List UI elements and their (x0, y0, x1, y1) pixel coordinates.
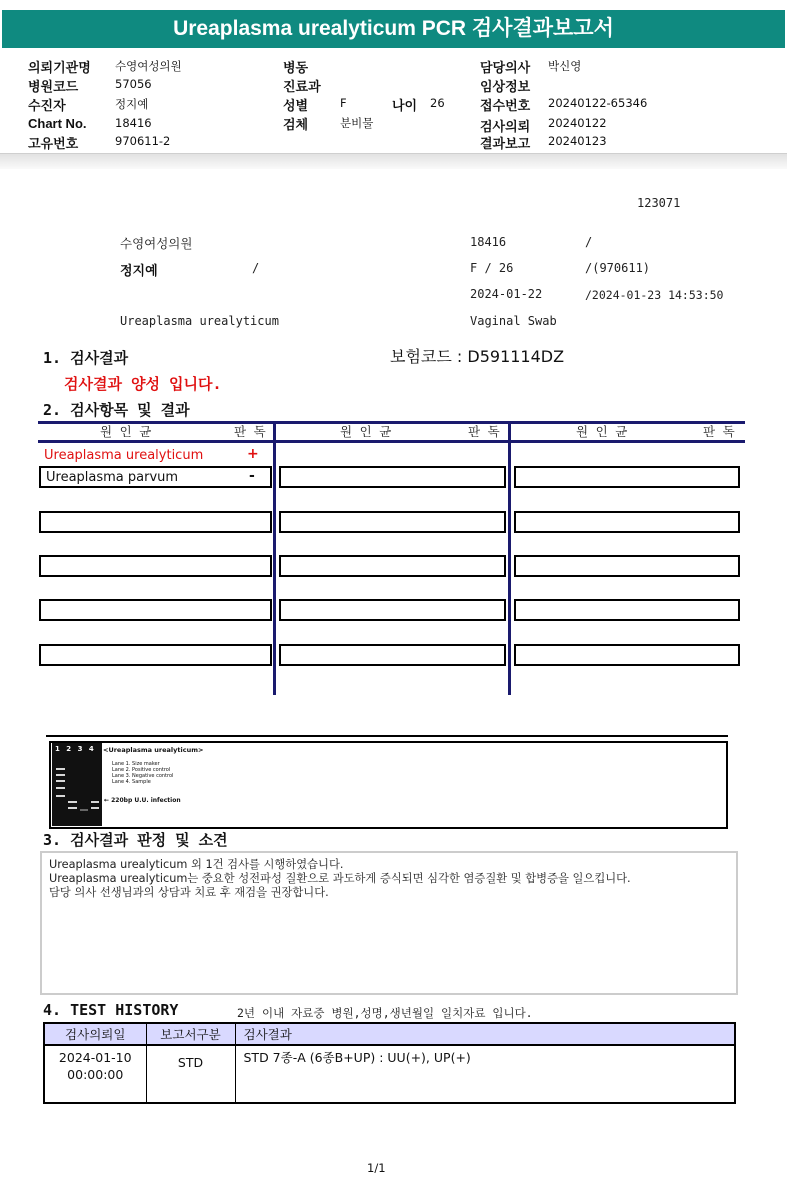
result-cell (39, 644, 272, 666)
value-age: 26 (430, 96, 445, 110)
result-cell (514, 555, 740, 577)
history-date: 2024-01-10 (58, 1050, 132, 1065)
col-pathogen-2: 원 인 균 (340, 424, 392, 439)
history-time: 00:00:00 (67, 1067, 124, 1082)
pathogen-name-1: Ureaplasma urealyticum (44, 448, 204, 463)
gel-panel (49, 741, 728, 829)
pathogen-result-2: - (249, 468, 255, 484)
gel-lane-legend (112, 761, 173, 785)
label-result-report: 결과보고 (480, 136, 531, 151)
col-judgment-1: 판 독 (234, 424, 266, 439)
info-chart-no: 18416 (470, 235, 507, 249)
label-unique-no: 고유번호 (28, 136, 79, 151)
gel-lane-3: Lane 3. Negative control (112, 773, 174, 779)
gel-top-rule (46, 735, 728, 737)
label-patient: 수진자 (28, 98, 66, 113)
report-title: Ureaplasma urealyticum PCR 검사결과보고서 (2, 10, 785, 48)
grid-header-line (38, 440, 745, 443)
label-requesting-org: 의뢰기관명 (28, 60, 91, 75)
info-slash-1: / (585, 235, 593, 249)
grid-divider-1 (273, 421, 276, 695)
gel-lane-numbers: 1 2 3 4 (55, 745, 96, 753)
value-test-request: 20240122 (548, 116, 607, 130)
info-patient: 정지예 (120, 264, 158, 279)
col-pathogen-1: 원 인 균 (100, 424, 152, 439)
label-department: 진료과 (283, 79, 321, 94)
info-slash-2: / (252, 261, 260, 275)
info-report-datetime: /2024-01-23 14:53:50 (585, 288, 724, 302)
findings-text (49, 858, 631, 900)
value-requesting-org: 수영여성의원 (115, 59, 182, 73)
history-result: STD 7종-A (6종B+UP) : UU(+), UP(+) (235, 1045, 735, 1103)
result-cell (39, 599, 272, 621)
info-specimen: Vaginal Swab (470, 314, 557, 328)
history-col-type: 보고서구분 (146, 1023, 235, 1045)
gel-band-label: ← 220bp U.U. infection (104, 797, 181, 804)
result-summary: 검사결과 양성 입니다. (64, 375, 222, 393)
label-doctor: 담당의사 (480, 60, 531, 75)
info-test-name: Ureaplasma urealyticum (120, 314, 279, 328)
info-request-date: 2024-01-22 (470, 287, 543, 301)
history-col-date: 검사의뢰일 (44, 1023, 146, 1045)
findings-line-1: Ureaplasma urealyticum 외 1건 검사를 시행하였습니다. (49, 858, 344, 871)
value-receipt-no: 20240122-65346 (548, 96, 648, 110)
label-chart-no: Chart No. (28, 116, 87, 131)
info-sex-age: F / 26 (470, 261, 514, 275)
label-age: 나이 (392, 98, 418, 113)
gel-lane-4: Lane 4. Sample (112, 779, 151, 785)
section4-title: 4. TEST HISTORY (43, 1001, 179, 1019)
value-sex: F (340, 96, 347, 110)
result-cell (279, 466, 506, 488)
result-cell (39, 555, 272, 577)
section2-title: 2. 검사항목 및 결과 (43, 401, 190, 419)
result-cell (279, 511, 506, 533)
result-cell (514, 644, 740, 666)
result-cell (39, 511, 272, 533)
label-ward: 병동 (283, 60, 309, 75)
history-type: STD (146, 1045, 235, 1103)
info-id: /(970611) (585, 261, 651, 275)
col-judgment-3: 판 독 (703, 424, 735, 439)
history-table (43, 1022, 736, 1104)
pathogen-result-1: + (247, 446, 259, 462)
result-cell (514, 511, 740, 533)
gel-band-text: 220bp U.U. infection (111, 797, 181, 804)
label-hospital-code: 병원코드 (28, 79, 79, 94)
page-number: 1/1 (367, 1161, 386, 1175)
result-cell (514, 466, 740, 488)
grid-divider-2 (508, 421, 511, 695)
result-cell (279, 644, 506, 666)
history-note: 2년 이내 자료중 병원,성명,생년월일 일치자료 입니다. (237, 1006, 533, 1020)
insurance-code: 보험코드 : D591114DZ (390, 347, 565, 366)
gel-lane-2: Lane 2. Positive control (112, 767, 171, 773)
label-specimen: 검체 (283, 117, 309, 132)
section3-title: 3. 검사결과 판정 및 소견 (43, 831, 228, 849)
history-col-result: 검사결과 (235, 1023, 735, 1045)
value-specimen: 분비물 (340, 116, 374, 130)
findings-line-3: 담당 의사 선생님과의 상담과 치료 후 재검을 권장합니다. (49, 886, 329, 899)
col-pathogen-3: 원 인 균 (576, 424, 628, 439)
report-code: 123071 (637, 196, 681, 210)
value-hospital-code: 57056 (115, 77, 152, 91)
result-cell (279, 599, 506, 621)
value-doctor: 박신영 (548, 59, 582, 73)
table-row (44, 1045, 735, 1103)
info-clinic: 수영여성의원 (120, 236, 193, 251)
gel-lane-1: Lane 1. Size maker (112, 761, 160, 767)
result-cell (279, 555, 506, 577)
history-header-row (44, 1023, 735, 1045)
gel-title: <Ureaplasma urealyticum> (103, 746, 204, 754)
label-clinical-info: 임상정보 (480, 79, 531, 94)
value-result-report: 20240123 (548, 134, 607, 148)
value-chart-no: 18416 (115, 116, 152, 130)
pathogen-name-2: Ureaplasma parvum (46, 470, 179, 485)
value-patient: 정지예 (115, 97, 149, 111)
label-receipt-no: 접수번호 (480, 98, 531, 113)
page-separator (0, 153, 787, 169)
gel-image (52, 743, 102, 826)
result-cell (514, 599, 740, 621)
history-date-cell (44, 1045, 146, 1103)
findings-line-2: Ureaplasma urealyticum는 중요한 성전파성 질환으로 과도하게 증식되면 심각한 염증질환 및 합병증을 일으킵니다. (49, 872, 631, 885)
value-unique-no: 970611-2 (115, 134, 171, 148)
label-sex: 성별 (283, 98, 309, 113)
col-judgment-2: 판 독 (468, 424, 500, 439)
section1-title: 1. 검사결과 (43, 349, 129, 367)
label-test-request: 검사의뢰 (480, 119, 531, 134)
